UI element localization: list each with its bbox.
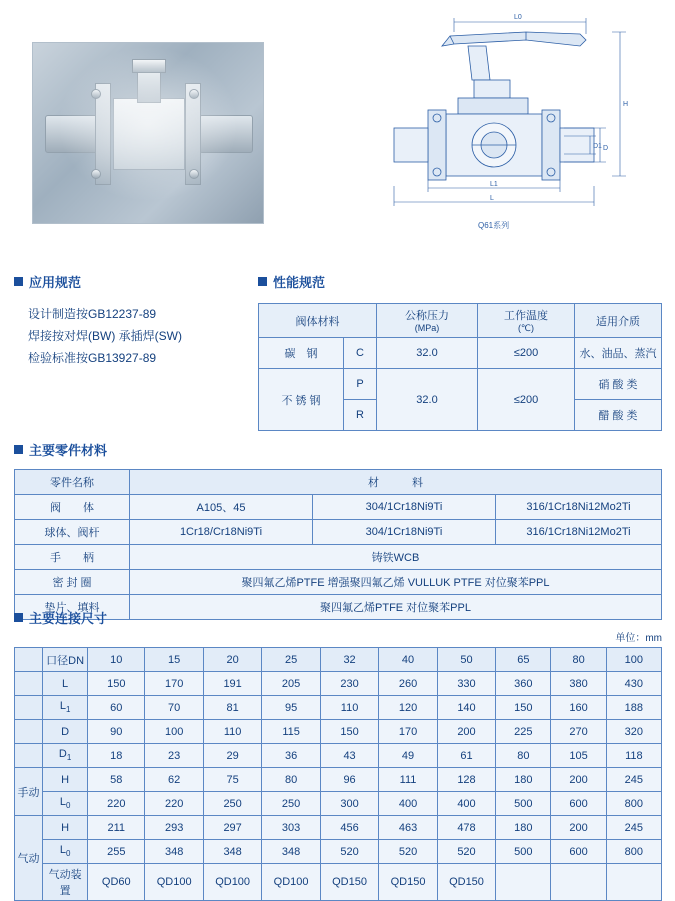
dim-value: 225 [496,720,551,744]
dim-label: H [43,768,88,792]
dim-col-header: 15 [145,648,203,672]
dim-value: 95 [262,696,320,720]
dim-row-label: 口径DN [43,648,88,672]
dim-label: $L_0$ [43,792,88,816]
dim-value: QD150 [320,864,378,901]
perf-header-material: 阀体材料 [259,304,377,338]
perf-temperature: ≤200 [478,369,575,431]
dim-value: 128 [437,768,495,792]
performance-heading [258,272,662,291]
dim-group-blank [15,744,43,768]
table-row [15,520,662,545]
dim-value: 320 [606,720,661,744]
dim-value: 255 [88,840,145,864]
perf-material: 碳 钢 [259,338,344,369]
dim-value: 245 [606,768,661,792]
technical-drawing [350,10,650,240]
dim-col-header: 80 [551,648,606,672]
perf-code: P [344,369,377,400]
perf-header-pressure: 公称压力 (MPa) [377,304,478,338]
dim-value: 478 [437,816,495,840]
perf-code: R [344,400,377,431]
perf-pressure: 32.0 [377,369,478,431]
dimensions-unit: 单位：mm [615,633,662,644]
dim-value: 90 [88,720,145,744]
bullet-square-icon [258,277,267,286]
svg-text:L: L [490,195,494,202]
dim-value: 150 [496,696,551,720]
dim-value: 100 [145,720,203,744]
application-line: 检验标准按GB13927-89 [28,351,157,365]
dim-value: QD100 [203,864,261,901]
dim-value [551,864,606,901]
perf-pressure: 32.0 [377,338,478,369]
perf-header-medium: 适用介质 [575,304,662,338]
dim-value: 80 [496,744,551,768]
photo-valve-stem [137,67,161,103]
perf-temperature: ≤200 [478,338,575,369]
photo-valve-nut [132,59,166,73]
table-row [15,696,662,720]
table-row [259,369,662,400]
dim-value: 160 [551,696,606,720]
dim-value: 463 [379,816,437,840]
table-row [15,545,662,570]
dim-value: 520 [437,840,495,864]
svg-text:L0: L0 [514,14,522,21]
dim-value: 200 [551,768,606,792]
dim-value: 60 [88,696,145,720]
dim-value: QD150 [379,864,437,901]
dim-value: 293 [145,816,203,840]
svg-text:L1: L1 [490,181,498,188]
dim-value: 600 [551,792,606,816]
dimensions-section [14,608,662,901]
dim-value: 430 [606,672,661,696]
dim-group-blank [15,648,43,672]
part-name: 阀 体 [15,495,130,520]
application-line: 焊接按对焊(BW) 承插焊(SW) [28,329,182,343]
part-material-1: A105、45 [130,495,313,520]
dim-label: $D_1$ [43,744,88,768]
dim-value: 49 [379,744,437,768]
part-name: 手 柄 [15,545,130,570]
table-row [259,338,662,369]
dim-value: 456 [320,816,378,840]
table-row [15,768,662,792]
photo-bolt [189,169,199,179]
photo-flange-left [95,83,111,185]
dim-value: 245 [606,816,661,840]
parts-section [14,440,662,620]
dim-value [496,864,551,901]
svg-text:D: D [603,145,609,152]
dim-label: $L_0$ [43,840,88,864]
parts-title: 主要零件材料 [29,443,108,458]
perf-medium: 硝 酸 类 [575,369,662,400]
dim-col-header: 65 [496,648,551,672]
dim-value: 180 [496,816,551,840]
dim-value: 297 [203,816,261,840]
top-images [0,0,675,258]
dim-value: QD100 [145,864,203,901]
dim-value: 170 [379,720,437,744]
perf-medium: 醋 酸 类 [575,400,662,431]
dim-group-blank [15,672,43,696]
dim-value: 200 [437,720,495,744]
dim-value: 348 [145,840,203,864]
application-heading [14,272,244,291]
dim-group-blank [15,720,43,744]
part-material-span: 聚四氟乙烯PTFE 增强聚四氟乙烯 VULLUK PTFE 对位聚苯PPL [130,570,662,595]
table-row [15,792,662,816]
dim-value: 70 [145,696,203,720]
dimensions-heading [14,608,662,627]
dim-value: 270 [551,720,606,744]
dim-value: 300 [320,792,378,816]
perf-header-temperature: 工作温度 (℃) [478,304,575,338]
dim-value: 230 [320,672,378,696]
dim-value: QD100 [262,864,320,901]
bullet-square-icon [14,445,23,454]
dim-value: 330 [437,672,495,696]
diagram-label: Q61系列 [478,221,510,230]
table-row [15,495,662,520]
dim-value: 400 [437,792,495,816]
performance-title: 性能规范 [273,275,326,290]
dim-value [606,864,661,901]
dim-value: 220 [145,792,203,816]
photo-bolt [91,89,101,99]
dim-col-header: 50 [437,648,495,672]
parts-table [14,469,662,620]
photo-pipe-left [45,115,99,153]
dim-value: 520 [379,840,437,864]
dim-value: 110 [320,696,378,720]
table-header-row [15,648,662,672]
part-material-1: 1Cr18/Cr18Ni9Ti [130,520,313,545]
table-header-row [15,470,662,495]
dimensions-title: 主要连接尺寸 [29,611,108,626]
dim-value: 120 [379,696,437,720]
dim-value: 43 [320,744,378,768]
dim-value: 200 [551,816,606,840]
dim-group-pneumatic: 气动 [15,816,43,901]
dim-value: 220 [88,792,145,816]
dim-value: 75 [203,768,261,792]
performance-section [258,272,662,431]
part-material-span: 聚四氟乙烯PTFE 对位聚苯PPL [130,595,662,620]
dim-value: 110 [203,720,261,744]
dim-value: 96 [320,768,378,792]
application-title: 应用规范 [29,275,82,290]
photo-valve-body [113,98,185,170]
table-row [15,864,662,901]
dim-value: 205 [262,672,320,696]
dim-label: 气动装置 [43,864,88,901]
parts-heading [14,440,662,459]
dim-value: 170 [145,672,203,696]
photo-pipe-right [199,115,253,153]
part-name: 球体、阀杆 [15,520,130,545]
dim-col-header: 10 [88,648,145,672]
part-material-2: 304/1Cr18Ni9Ti [313,520,496,545]
dim-value: 211 [88,816,145,840]
table-row [15,570,662,595]
bullet-square-icon [14,613,23,622]
dim-value: 800 [606,840,661,864]
dim-value: 118 [606,744,661,768]
table-row [15,744,662,768]
dim-label: H [43,816,88,840]
part-material-3: 316/1Cr18Ni12Mo2Ti [496,520,662,545]
dim-value: 800 [606,792,661,816]
dim-label: $L_1$ [43,696,88,720]
dim-label: L [43,672,88,696]
dim-value: 140 [437,696,495,720]
dim-value: 360 [496,672,551,696]
part-name: 密 封 圈 [15,570,130,595]
table-row [15,840,662,864]
dim-value: 250 [262,792,320,816]
part-name: 垫片、填料 [15,595,130,620]
dim-group-blank [15,696,43,720]
dim-value: 105 [551,744,606,768]
parts-header-material: 材 料 [130,470,662,495]
application-section [14,272,244,369]
dimensions-table [14,647,662,901]
photo-bolt [189,89,199,99]
dim-value: 150 [88,672,145,696]
dim-value: 58 [88,768,145,792]
dim-value: QD150 [437,864,495,901]
valve-photo [32,42,264,224]
dim-col-header: 32 [320,648,378,672]
perf-material: 不 锈 钢 [259,369,344,431]
dim-value: 36 [262,744,320,768]
dim-value: 303 [262,816,320,840]
dim-value: 150 [320,720,378,744]
dim-value: 111 [379,768,437,792]
table-row [15,816,662,840]
dim-value: 400 [379,792,437,816]
table-row [15,672,662,696]
parts-header-name: 零件名称 [15,470,130,495]
application-list [14,303,244,369]
dim-col-header: 100 [606,648,661,672]
perf-medium: 水、油品、蒸汽 [575,338,662,369]
dim-col-header: 25 [262,648,320,672]
dim-value: 23 [145,744,203,768]
photo-flange-right [185,83,201,185]
dim-value: 250 [203,792,261,816]
dim-value: 18 [88,744,145,768]
dim-value: 62 [145,768,203,792]
table-row [15,720,662,744]
dim-value: 348 [262,840,320,864]
photo-bolt [91,169,101,179]
dim-value: QD60 [88,864,145,901]
perf-code: C [344,338,377,369]
application-line: 设计制造按GB12237-89 [28,307,157,321]
dim-value: 61 [437,744,495,768]
dim-value: 188 [606,696,661,720]
dim-value: 380 [551,672,606,696]
dim-value: 260 [379,672,437,696]
part-material-span: 铸铁WCB [130,545,662,570]
svg-text:H: H [623,101,629,108]
dim-col-header: 20 [203,648,261,672]
dim-value: 600 [551,840,606,864]
dim-value: 348 [203,840,261,864]
dim-value: 80 [262,768,320,792]
dim-value: 180 [496,768,551,792]
dim-value: 29 [203,744,261,768]
dim-value: 520 [320,840,378,864]
performance-table [258,303,662,431]
part-material-2: 304/1Cr18Ni9Ti [313,495,496,520]
part-material-3: 316/1Cr18Ni12Mo2Ti [496,495,662,520]
dim-col-header: 40 [379,648,437,672]
dim-label: D [43,720,88,744]
svg-text:D1: D1 [593,143,602,150]
dim-value: 115 [262,720,320,744]
dim-value: 500 [496,840,551,864]
dim-value: 500 [496,792,551,816]
dim-value: 81 [203,696,261,720]
dim-value: 191 [203,672,261,696]
table-header-row [259,304,662,338]
bullet-square-icon [14,277,23,286]
dim-group-manual: 手动 [15,768,43,816]
